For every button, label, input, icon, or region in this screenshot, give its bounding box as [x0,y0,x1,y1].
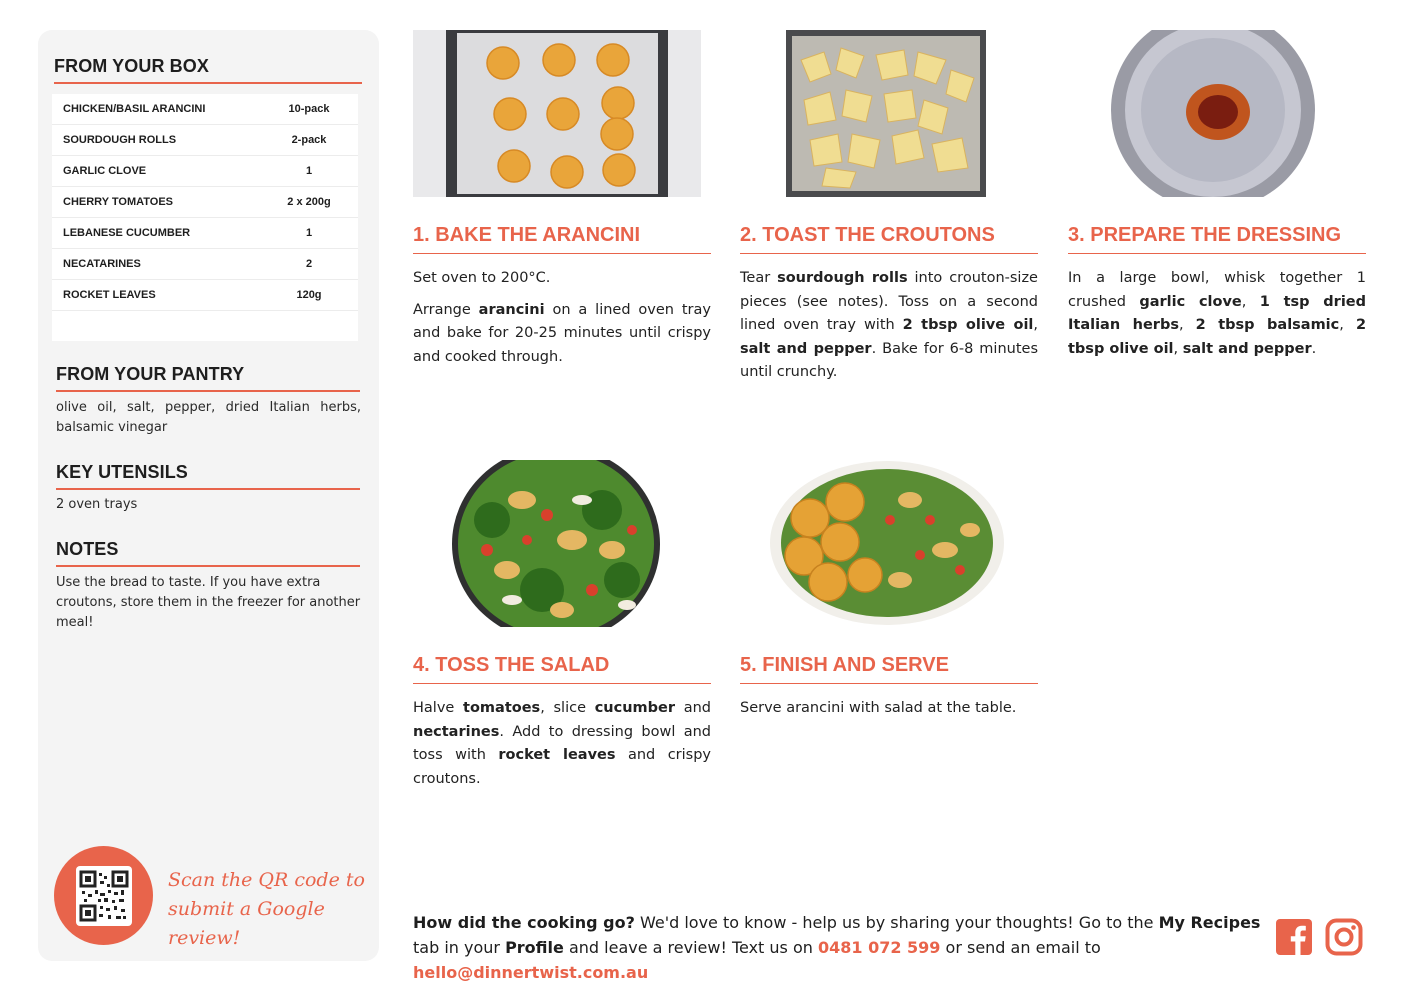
instagram-icon[interactable] [1325,918,1363,956]
ingredient-name: SOURDOUGH ROLLS [63,134,177,146]
ingredient-name: CHERRY TOMATOES [63,196,174,208]
pantry-title: FROM YOUR PANTRY [56,364,360,392]
ingredient-row [52,249,358,280]
ingredient-row [52,280,358,311]
ingredient-name: LEBANESE CUCUMBER [63,227,191,239]
finished-dish-image [770,460,1004,627]
my-recipes-link[interactable]: My Recipes [1158,913,1261,932]
ingredient-row [52,125,358,156]
step-5-text: Serve arancini with salad at the table. [740,700,1017,716]
footer-question: How did the cooking go? [413,913,635,932]
ingredient-qty: 10-pack [288,103,330,115]
ingredient-qty: 2 [305,258,313,270]
qr-caption-line1: Scan the QR code to [168,869,365,891]
step-4-title: 4. TOSS THE SALAD [413,654,711,684]
ingredient-row [52,156,358,187]
croutons-tray-image [786,30,986,197]
qr-badge [54,846,153,945]
step-2-text: Tear sourdough rolls into crouton-size pieces (see notes). Toss on a second lined oven tray with 2 tbsp olive oil, salt and pepper. Bake for 6-8 minutes until crunchy. [740,270,1038,380]
step-1-title: 1. BAKE THE ARANCINI [413,224,711,254]
profile-link[interactable]: Profile [505,938,564,957]
feedback-footer: How did the cooking go? We'd love to know - help us by sharing your thoughts! Go to the My Recipes tab in your Profile and leave a review! Text us on 0481 072 599 or send an email to hello@dinnertwist.com.au [413,913,1261,982]
step-3-title: 3. PREPARE THE DRESSING [1068,224,1366,254]
step-1-text [413,267,711,377]
ingredient-row [52,94,358,125]
ingredient-row [52,187,358,218]
step-5-title: 5. FINISH AND SERVE [740,654,1038,684]
step-1-para-1: Set oven to 200°C. [413,270,551,286]
dressing-bowl-image [1110,30,1316,197]
notes-title: NOTES [56,539,360,567]
ingredient-qty: 2 x 200g [287,196,331,208]
ingredient-name: ROCKET LEAVES [63,289,156,301]
utensils-text: 2 oven trays [56,497,138,512]
step-4-text: Halve tomatoes, slice cucumber and nectarines. Add to dressing bowl and toss with rocket leaves and crispy croutons. [413,700,711,787]
ingredient-qty: 120g [296,289,322,301]
ingredient-row [52,218,358,249]
pantry-text: olive oil, salt, pepper, dried Italian herbs, balsamic vinegar [56,400,361,435]
qr-code-icon[interactable] [76,866,132,926]
utensils-title: KEY UTENSILS [56,462,360,490]
qr-caption [168,866,379,953]
arancini-tray-image [413,30,701,197]
facebook-icon[interactable] [1276,919,1312,955]
ingredient-qty: 2-pack [291,134,327,146]
step-1-para-2: Arrange arancini on a lined oven tray and bake for 20-25 minutes until crispy and cooked through. [413,301,711,365]
ingredient-qty: 1 [305,227,313,239]
from-your-box-title: FROM YOUR BOX [54,56,362,84]
step-3-text: In a large bowl, whisk together 1 crushed garlic clove, 1 tsp dried Italian herbs, 2 tbsp balsamic, 2 tbsp olive oil, salt and pepper. [1068,270,1367,357]
phone-link[interactable]: 0481 072 599 [817,938,941,957]
ingredient-name: CHICKEN/BASIL ARANCINI [63,103,206,115]
step-2-title: 2. TOAST THE CROUTONS [740,224,1038,254]
qr-caption-line2: submit a Google review! [168,898,325,949]
ingredients-sidebar [38,30,379,961]
notes-text: Use the bread to taste. If you have extra croutons, store them in the freezer for another meal! [56,575,361,630]
tossed-salad-image [452,460,660,627]
ingredient-qty: 1 [305,165,313,177]
ingredient-name: NECATARINES [63,258,141,270]
ingredient-name: GARLIC CLOVE [63,165,147,177]
ingredients-table [52,94,358,341]
email-link[interactable]: hello@dinnertwist.com.au [413,963,649,982]
